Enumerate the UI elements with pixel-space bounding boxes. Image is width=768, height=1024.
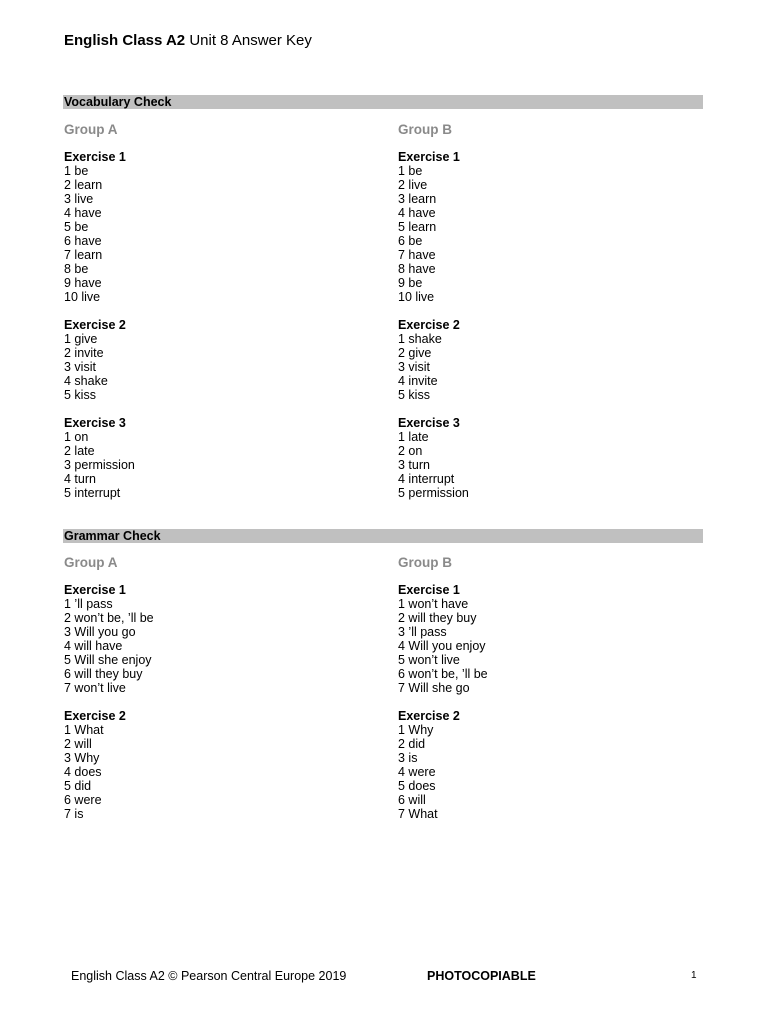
answer-item: 3 Will you go [64,625,136,639]
answer-item: 2 on [398,444,423,458]
answer-item: 5 did [64,779,92,793]
page-number: 1 [691,970,697,981]
answer-item: 9 be [398,276,423,290]
exercise-title: Exercise 1 [398,583,460,597]
exercise-list [398,150,698,500]
answer-item: 3 Why [64,751,100,765]
answer-item: 4 Will you enjoy [398,639,486,653]
answer-item: 5 learn [398,220,437,234]
exercise-block [64,583,364,695]
group-heading: Group B [398,555,452,570]
answer-item: 10 live [398,290,435,304]
answer-item: 5 interrupt [64,486,121,500]
answer-item: 3 live [64,192,94,206]
answer-item: 2 live [398,178,428,192]
answer-item: 4 turn [64,472,96,486]
answer-item: 7 What [398,807,438,821]
exercise-block [398,150,698,304]
exercise-block [398,709,698,821]
exercise-block [64,318,364,402]
answer-item: 4 does [64,765,102,779]
exercise-block [64,150,364,304]
exercise-list [398,583,698,821]
answer-item: 7 Will she go [398,681,470,695]
page-title-bold: English Class A2 [64,32,186,49]
answer-item: 2 won’t be, ’ll be [64,611,154,625]
answer-item: 1 be [64,164,89,178]
exercise-block [64,709,364,821]
answer-item: 2 learn [64,178,103,192]
answer-item: 6 were [64,793,102,807]
exercise-block [398,416,698,500]
answer-item: 5 be [64,220,89,234]
answer-item: 3 is [398,751,418,765]
grammar-group-a [64,555,364,835]
page-title [64,31,312,51]
exercise-title: Exercise 1 [398,150,460,164]
answer-item: 2 did [398,737,426,751]
vocabulary-group-b [398,122,698,514]
exercise-title: Exercise 2 [64,318,126,332]
group-heading: Group A [64,555,118,570]
exercise-title: Exercise 1 [64,583,126,597]
page-title-rest: Unit 8 Answer Key [185,32,312,49]
group-heading: Group B [398,122,452,137]
answer-item: 2 will they buy [398,611,477,625]
exercise-block [64,416,364,500]
answer-item: 3 permission [64,458,135,472]
answer-item: 7 won’t live [64,681,126,695]
answer-item: 5 does [398,779,436,793]
answer-item: 6 be [398,234,423,248]
answer-item: 8 be [64,262,89,276]
answer-item: 4 shake [64,374,108,388]
answer-item: 1 Why [398,723,434,737]
answer-item: 1 won’t have [398,597,469,611]
answer-item: 1 on [64,430,89,444]
exercise-title: Exercise 3 [64,416,126,430]
exercise-block [398,583,698,695]
answer-item: 7 is [64,807,84,821]
answer-item: 7 have [398,248,436,262]
answer-item: 6 will [398,793,426,807]
answer-item: 5 permission [398,486,469,500]
answer-item: 1 late [398,430,429,444]
answer-item: 4 will have [64,639,123,653]
footer-photocopiable: PHOTOCOPIABLE [427,969,536,983]
answer-item: 4 were [398,765,436,779]
answer-item: 1 shake [398,332,442,346]
answer-item: 2 will [64,737,92,751]
exercise-list [64,583,364,821]
answer-item: 3 visit [398,360,430,374]
answer-item: 5 kiss [64,388,96,402]
exercise-title: Exercise 2 [398,709,460,723]
answer-item: 2 give [398,346,432,360]
answer-item: 4 have [64,206,102,220]
answer-item: 6 will they buy [64,667,143,681]
vocabulary-group-a [64,122,364,514]
answer-item: 8 have [398,262,436,276]
answer-item: 1 give [64,332,98,346]
exercise-title: Exercise 2 [398,318,460,332]
exercise-title: Exercise 1 [64,150,126,164]
answer-item: 10 live [64,290,101,304]
answer-item: 4 interrupt [398,472,455,486]
answer-item: 3 turn [398,458,430,472]
answer-item: 3 ’ll pass [398,625,447,639]
answer-item: 3 visit [64,360,96,374]
exercise-title: Exercise 2 [64,709,126,723]
answer-item: 6 have [64,234,102,248]
answer-item: 7 learn [64,248,103,262]
answer-item: 1 ’ll pass [64,597,113,611]
answer-item: 1 What [64,723,104,737]
group-heading: Group A [64,122,118,137]
section-header-grammar: Grammar Check [63,529,703,543]
answer-item: 5 Will she enjoy [64,653,152,667]
grammar-group-b [398,555,698,835]
answer-item: 5 kiss [398,388,430,402]
answer-item: 2 late [64,444,95,458]
answer-item: 4 have [398,206,436,220]
answer-item: 5 won’t live [398,653,460,667]
section-header-vocabulary: Vocabulary Check [63,95,703,109]
answer-item: 4 invite [398,374,438,388]
answer-item: 3 learn [398,192,437,206]
exercise-block [398,318,698,402]
answer-item: 2 invite [64,346,104,360]
exercise-title: Exercise 3 [398,416,460,430]
exercise-list [64,150,364,500]
answer-item: 6 won’t be, ’ll be [398,667,488,681]
answer-item: 1 be [398,164,423,178]
answer-item: 9 have [64,276,102,290]
footer-copyright: English Class A2 © Pearson Central Europe 2019 [71,969,347,983]
